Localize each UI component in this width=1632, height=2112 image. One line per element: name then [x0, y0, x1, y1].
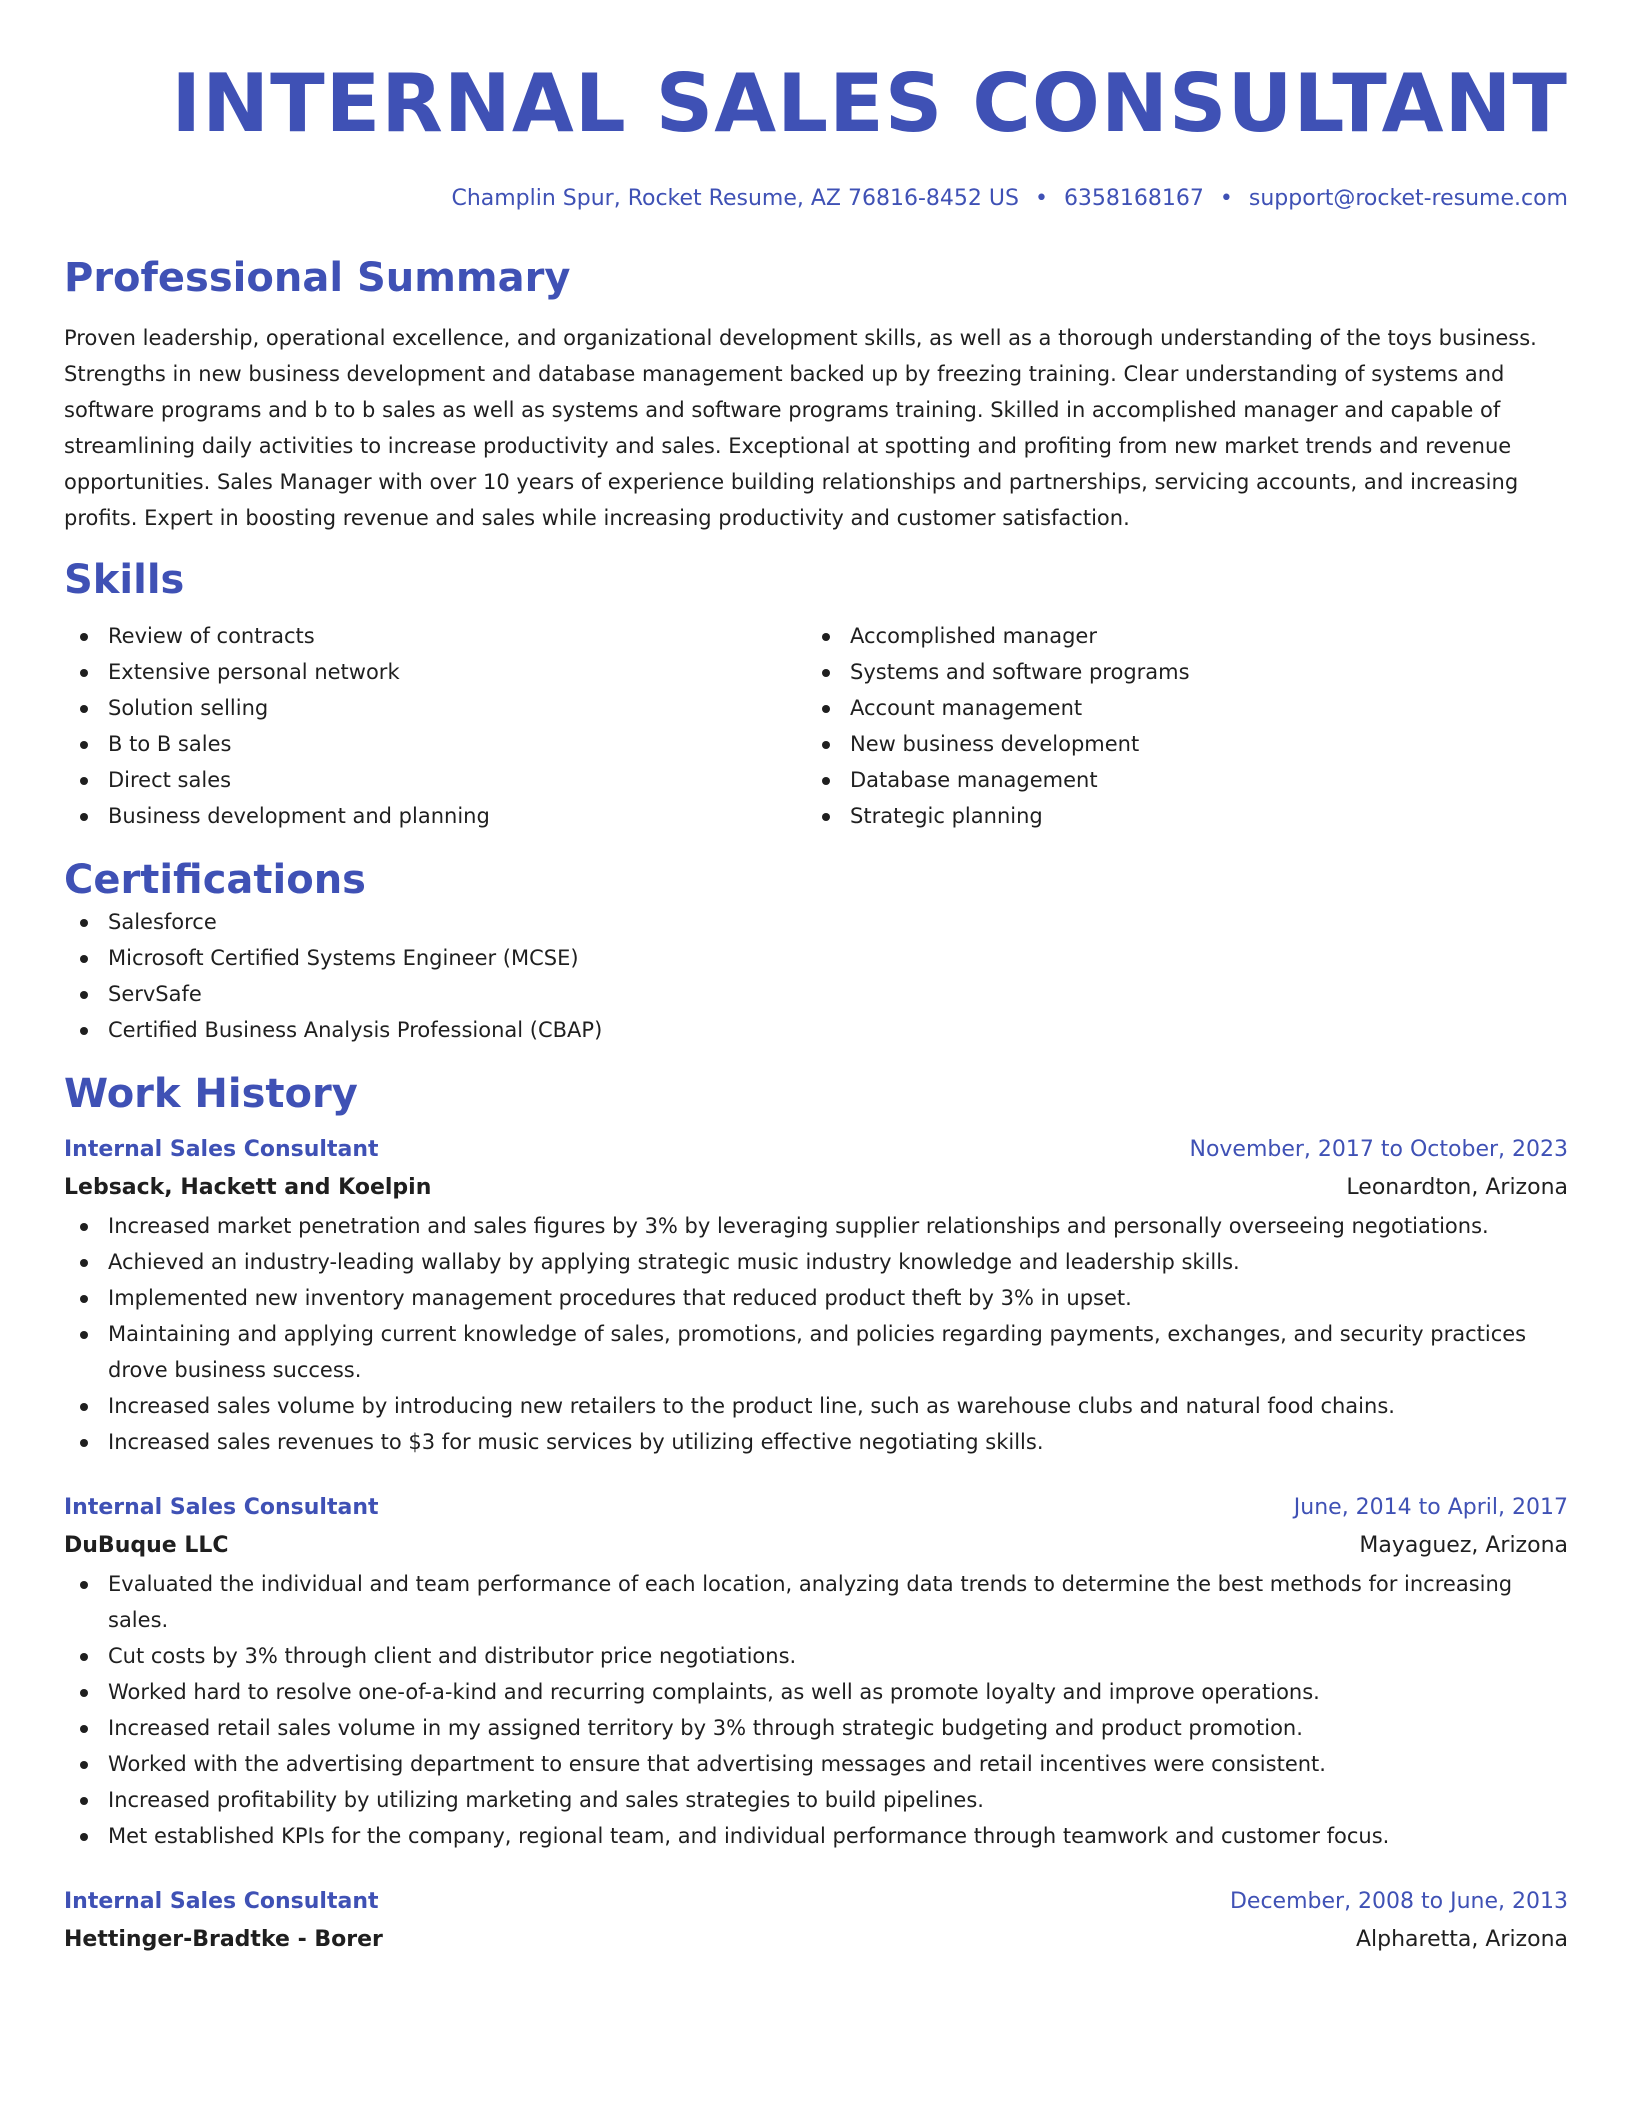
- bullet-icon: [80, 633, 88, 641]
- list-item-text: Cut costs by 3% through client and distributor price negotiations.: [108, 1644, 797, 1668]
- list-item-text: Met established KPIs for the company, regional team, and individual performance through teamwork and customer focus.: [108, 1824, 1390, 1848]
- job-title: Internal Sales Consultant: [64, 1889, 379, 1914]
- list-item-text: Increased market penetration and sales figures by 3% by leveraging supplier relationships and personally overseeing negotiations.: [108, 1214, 1489, 1238]
- bullet-icon: [80, 669, 88, 677]
- bullet-icon: [80, 1797, 88, 1805]
- job-title-row: [64, 1490, 1568, 1526]
- certifications-heading: Certifications: [64, 857, 366, 903]
- list-item: [64, 976, 1568, 1012]
- contact-phone[interactable]: 6358168167: [1063, 186, 1204, 211]
- list-item-text: Achieved an industry-leading wallaby by applying strategic music industry knowledge and leadership skills.: [108, 1250, 1240, 1274]
- list-item-text: Review of contracts: [108, 624, 315, 648]
- bullet-icon: [80, 1833, 88, 1841]
- job-title-row: [64, 1884, 1568, 1920]
- list-item: [64, 726, 806, 762]
- certifications-list: [64, 904, 1568, 1048]
- bullet-icon: [822, 633, 830, 641]
- job-company-row: [64, 1920, 1568, 1960]
- bullet-icon: [80, 1725, 88, 1733]
- list-item-text: Increased profitability by utilizing marketing and sales strategies to build pipelines.: [108, 1788, 984, 1812]
- skills-column-right: [806, 618, 1548, 834]
- list-item-text: Database management: [850, 768, 1098, 792]
- job-location: Mayaguez, Arizona: [1359, 1533, 1568, 1558]
- list-item-text: Strategic planning: [850, 804, 1043, 828]
- list-item-text: B to B sales: [108, 732, 232, 756]
- list-item-text: Salesforce: [108, 910, 217, 934]
- list-item: [64, 798, 806, 834]
- list-item: [64, 762, 806, 798]
- bullet-icon: [80, 741, 88, 749]
- list-item: [64, 904, 1568, 940]
- list-item: [806, 798, 1548, 834]
- bullet-icon: [80, 1653, 88, 1661]
- job-title: Internal Sales Consultant: [64, 1495, 379, 1520]
- list-item: [64, 1710, 1568, 1746]
- list-item: [64, 1638, 1568, 1674]
- skills-column-left: [64, 618, 806, 834]
- job-company: Lebsack, Hackett and Koelpin: [64, 1175, 432, 1200]
- bullet-icon: [80, 919, 88, 927]
- job-entry: [64, 1132, 1568, 1460]
- list-item-text: ServSafe: [108, 982, 202, 1006]
- job-company: Hettinger-Bradtke - Borer: [64, 1927, 383, 1952]
- list-item-text: Certified Business Analysis Professional (CBAP): [108, 1018, 603, 1042]
- list-item: [64, 1818, 1568, 1854]
- bullet-icon: [822, 813, 830, 821]
- summary-text: Proven leadership, operational excellence, and organizational development skills, as well as a thorough understanding of the toys business. Strengths in new business development and database management backed up by freezing training. Clear understanding of systems and software programs and b to b sales as well as systems and software programs training. Skilled in accomplished manager and capable of streamlining daily activities to increase productivity and sales. Exceptional at spotting and profiting from new market trends and revenue opportunities. Sales Manager with over 10 years of experience building relationships and partnerships, servicing accounts, and increasing profits. Expert in boosting revenue and sales while increasing productivity and customer satisfaction.: [64, 326, 1537, 530]
- resume-header: [64, 0, 1568, 214]
- list-item-text: Increased sales revenues to $3 for music services by utilizing effective negotiating skills.: [108, 1430, 1044, 1454]
- list-item-text: Worked hard to resolve one-of-a-kind and recurring complaints, as well as promote loyalty and improve operations.: [108, 1680, 1320, 1704]
- job-company-row: [64, 1168, 1568, 1208]
- list-item: [806, 726, 1548, 762]
- bullet-icon: [80, 1689, 88, 1697]
- list-item: [806, 618, 1548, 654]
- bullet-icon: [80, 1331, 88, 1339]
- list-item-text: Implemented new inventory management procedures that reduced product theft by 3% in upset.: [108, 1286, 1132, 1310]
- job-company: DuBuque LLC: [64, 1533, 229, 1558]
- job-entry: [64, 1490, 1568, 1854]
- job-title-row: [64, 1132, 1568, 1168]
- list-item: [64, 1208, 1568, 1244]
- list-item: [64, 1280, 1568, 1316]
- list-item: [64, 940, 1568, 976]
- bullet-icon: [822, 705, 830, 713]
- list-item-text: Direct sales: [108, 768, 232, 792]
- summary-heading: Professional Summary: [64, 255, 571, 301]
- bullet-icon: [80, 1761, 88, 1769]
- list-item: [64, 1244, 1568, 1280]
- skills-list-left: [64, 618, 806, 834]
- bullet-icon: [80, 1439, 88, 1447]
- list-item: [806, 690, 1548, 726]
- job-entry: [64, 1884, 1568, 1960]
- job-company-row: [64, 1526, 1568, 1566]
- list-item-text: Evaluated the individual and team performance of each location, analyzing data trends to determine the best methods for increasing sales.: [108, 1572, 1513, 1632]
- list-item-text: Account management: [850, 696, 1083, 720]
- bullet-icon: [80, 1027, 88, 1035]
- certifications-section: [64, 856, 1568, 1048]
- list-item: [64, 1316, 1568, 1388]
- list-item: [64, 618, 806, 654]
- contact-line: [64, 184, 1568, 214]
- job-location: Alpharetta, Arizona: [1355, 1927, 1568, 1952]
- bullet-icon: [80, 1403, 88, 1411]
- bullet-icon: [822, 741, 830, 749]
- list-item: [806, 654, 1548, 690]
- bullet-icon: [822, 669, 830, 677]
- contact-separator: •: [1034, 186, 1048, 211]
- list-item: [64, 1674, 1568, 1710]
- skills-grid: [64, 618, 1568, 834]
- list-item-text: Solution selling: [108, 696, 269, 720]
- list-item-text: Systems and software programs: [850, 660, 1190, 684]
- skills-section: [64, 556, 1568, 834]
- job-location: Leonardton, Arizona: [1346, 1175, 1568, 1200]
- bullet-icon: [80, 1581, 88, 1589]
- bullet-icon: [80, 955, 88, 963]
- job-title: Internal Sales Consultant: [64, 1137, 379, 1162]
- list-item-text: Maintaining and applying current knowledge of sales, promotions, and policies regarding payments, exchanges, and security practices drove business success.: [108, 1322, 1527, 1382]
- list-item-text: Accomplished manager: [850, 624, 1097, 648]
- skills-heading: Skills: [64, 557, 185, 603]
- work-history-heading: Work History: [64, 1071, 358, 1117]
- bullet-icon: [80, 1223, 88, 1231]
- resume-page: [64, 0, 1568, 2112]
- list-item-text: New business development: [850, 732, 1140, 756]
- list-item-text: Extensive personal network: [108, 660, 400, 684]
- job-dates: November, 2017 to October, 2023: [1189, 1137, 1568, 1162]
- list-item: [64, 1746, 1568, 1782]
- bullet-icon: [80, 777, 88, 785]
- job-dates: June, 2014 to April, 2017: [1293, 1495, 1568, 1520]
- jobs-container: [64, 1132, 1568, 1960]
- bullet-icon: [80, 813, 88, 821]
- list-item-text: Worked with the advertising department to ensure that advertising messages and retail incentives were consistent.: [108, 1752, 1326, 1776]
- bullet-icon: [80, 705, 88, 713]
- bullet-icon: [80, 1295, 88, 1303]
- contact-address: Champlin Spur, Rocket Resume, AZ 76816-8452 US: [451, 186, 1019, 211]
- list-item: [64, 1388, 1568, 1424]
- bullet-icon: [80, 991, 88, 999]
- list-item: [64, 690, 806, 726]
- list-item: [806, 762, 1548, 798]
- list-item: [64, 1566, 1568, 1638]
- bullet-icon: [822, 777, 830, 785]
- list-item-text: Increased sales volume by introducing new retailers to the product line, such as warehouse clubs and natural food chains.: [108, 1394, 1395, 1418]
- job-dates: December, 2008 to June, 2013: [1229, 1889, 1568, 1914]
- list-item: [64, 1782, 1568, 1818]
- work-history-section: [64, 1070, 1568, 1960]
- contact-email[interactable]: support@rocket-resume.com: [1248, 186, 1568, 211]
- list-item: [64, 1424, 1568, 1460]
- summary-section: [64, 254, 1568, 536]
- skills-list-right: [806, 618, 1548, 834]
- job-bullets: [64, 1566, 1568, 1854]
- list-item: [64, 654, 806, 690]
- list-item-text: Microsoft Certified Systems Engineer (MCSE): [108, 946, 579, 970]
- contact-separator: •: [1219, 186, 1233, 211]
- list-item: [64, 1012, 1568, 1048]
- list-item-text: Business development and planning: [108, 804, 490, 828]
- bullet-icon: [80, 1259, 88, 1267]
- candidate-title: INTERNAL SALES CONSULTANT: [171, 57, 1568, 150]
- job-bullets: [64, 1208, 1568, 1460]
- list-item-text: Increased retail sales volume in my assigned territory by 3% through strategic budgeting and product promotion.: [108, 1716, 1303, 1740]
